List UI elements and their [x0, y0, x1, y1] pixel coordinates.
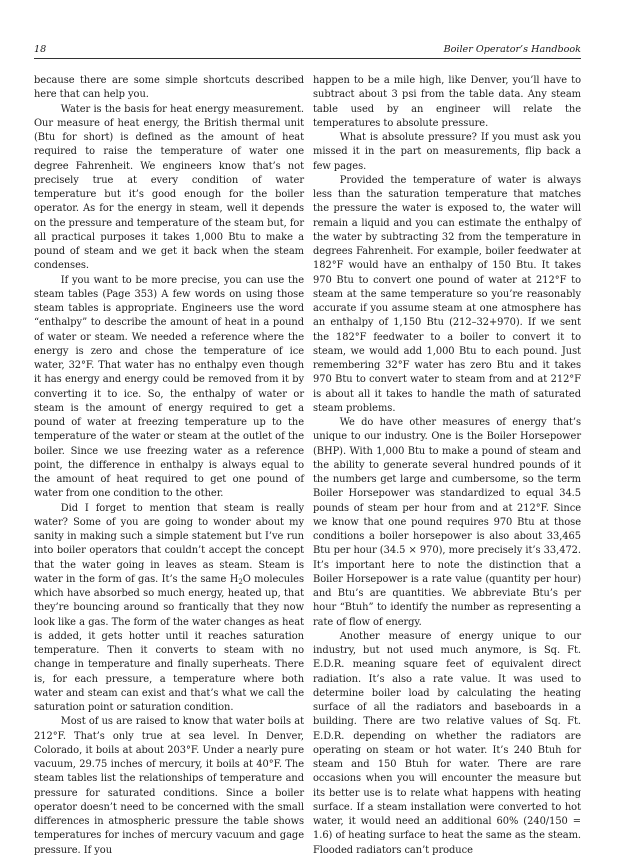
paragraph-text: Did I forget to mention that steam is really water? Some of you are going to wonder about my sanity in making such a simple statement but I’ve run into boiler operators that couldn’t accept the concept that the water going in leaves as steam. Steam is water in the form of gas. It’s the same H [34, 502, 304, 585]
paragraph: happen to be a mile high, like Denver, you’ll have to subtract about 3 psi from the table data. Any steam table used by an engineer will relate the temperatures to absolute pressure. [313, 75, 581, 129]
paragraph: Water is the basis for heat energy measurement. Our measure of heat energy, the British thermal unit (Btu for short) is defined as the amount of heat required to raise the temperature of water one degree Fahrenheit. We engineers know that’s not precisely true at every condition of water temperature but it’s good enough for the boiler operator. As for the energy in steam, well it depends on the pressure and temperature of the steam but, for all practical purposes it takes 1,000 Btu to make a pound of steam and we get it back when the steam condenses. [34, 103, 304, 272]
book-title: Boiler Operator’s Handbook [443, 44, 581, 55]
subscript: 2 [238, 577, 243, 586]
paragraph: Provided the temperature of water is always less than the saturation temperature that matches the pressure the water is exposed to, the water will remain a liquid and you can estimate the enthalpy of the water by subtracting 32 from the temperature in degrees Fahrenheit. For example, boiler feedwater at 182°F would have an enthalpy of 150 Btu. It takes 970 Btu to convert one pound of water at 212°F to steam at the same temperature so you’re reasonably accurate if you assume steam at one atmosphere has an enthalpy of 1,150 Btu (212–32+970). If we sent the 182°F feedwater to a boiler to convert it to steam, we would add 1,000 Btu to each pound. Just remembering 32°F water has zero Btu and it takes 970 Btu to convert water to steam from and at 212°F is about all it takes to handle the math of saturated steam problems. [313, 174, 581, 414]
paragraph-text: O molecules which have absorbed so much energy, heated up, that they’re bouncing around so frantically that they now look like a gas. The form of the water changes as heat is added, it gets hotter until it reaches saturation temperature. Then it converts to steam with no change in temperature and finally superheats. There is, for each pressure, a temperature where both water and steam can exist and that’s what we call the saturation point or saturation condition. [34, 573, 304, 713]
left-column [34, 74, 304, 858]
running-header [34, 44, 581, 59]
paragraph: Another measure of energy unique to our industry, but not used much anymore, is Sq. Ft. E.D.R. meaning square feet of equivalent direct radiation. It’s also a rate value. It was used to determine boiler load by calculating the heating surface of all the radiators and baseboards in a building. There are two relative values of Sq. Ft. E.D.R. depending on whether the radiators are operating on steam or hot water. It’s 240 Btuh for steam and 150 Btuh for water. There are rare occasions when you will encounter the measure but its better use is to relate what happens with heating surface. If a steam installation were converted to hot water, it would need an additional 60% (240/150 = 1.6) of heating surface to heat the same as the steam. Flooded radiators can’t produce [313, 630, 581, 856]
paragraph: What is absolute pressure? If you must ask you missed it in the part on measurements, flip back a few pages. [313, 132, 581, 172]
paragraph: Most of us are raised to know that water boils at 212°F. That’s only true at sea level. In Denver, Colorado, it boils at about 203°F. Under a nearly pure vacuum, 29.75 inches of mercury, it boils at 40°F. The steam tables list the relationships of temperature and pressure for saturated conditions. Since a boiler operator doesn’t need to be concerned with the small differences in atmospheric pressure the table shows temperatures for inches of mercury vacuum and gage pressure. If you [34, 716, 304, 856]
paragraph: If you want to be more precise, you can use the steam tables (Page 353) A few words on using those steam tables is appropriate. Engineers use the word “enthalpy” to describe the amount of heat in a pound of water or steam. We needed a reference where the energy is zero and chose the temperature of ice water, 32°F. That water has no enthalpy even though it has energy and energy could be removed from it by converting it to ice. So, the enthalpy of water or steam is the amount of energy required to get a pound of water at freezing temperature up to the temperature of the water or steam at the outlet of the boiler. Since we use freezing water as a reference point, the difference in enthalpy is always equal to the amount of heat required to get one pound of water from one condition to the other. [34, 274, 304, 500]
right-column [313, 74, 581, 858]
paragraph: because there are some simple shortcuts described here that can help you. [34, 75, 304, 101]
paragraph: We do have other measures of energy that’s unique to our industry. One is the Boiler Horsepower (BHP). With 1,000 Btu to make a pound of steam and the ability to generate several hundred pounds of it the numbers get large and cumbersome, so the term Boiler Horsepower was standardized to equal 34.5 pounds of steam per hour from and at 212°F. Since we know that one pound requires 970 Btu at those conditions a boiler horsepower is also about 33,465 Btu per hour (34.5 × 970), more precisely it’s 33,472. It’s important here to note the distinction that a Boiler Horsepower is a rate value (quantity per hour) and Btu’s are quantities. We abbreviate Btu’s per hour “Btuh” to identify the number as representing a rate of flow of energy. [313, 417, 581, 628]
paragraph-steam-is-water [34, 502, 304, 716]
page-number: 18 [34, 44, 47, 55]
